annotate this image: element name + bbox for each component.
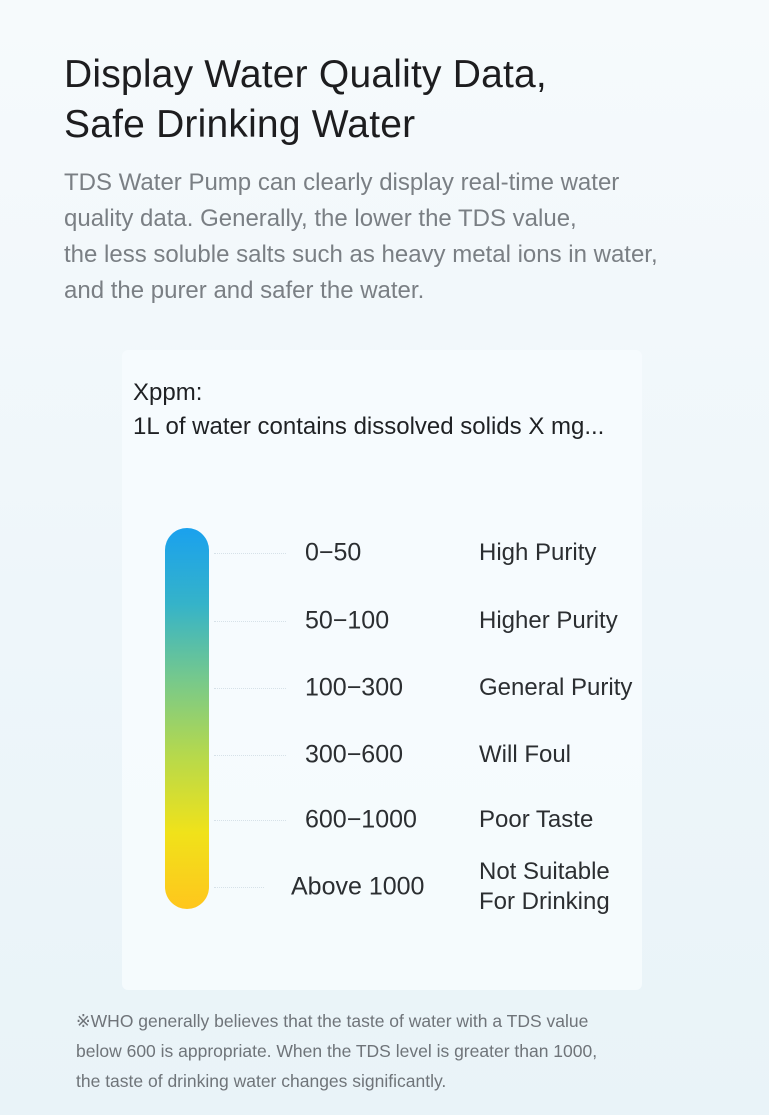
description-line-1: TDS Water Pump can clearly display real-time water <box>64 169 620 196</box>
purity-label <box>479 673 632 703</box>
purity-label-line: Not Suitable <box>479 858 610 885</box>
tds-level-row <box>0 805 769 834</box>
description-line-4: and the purer and safer the water. <box>64 277 425 304</box>
unit-explanation: 1L of water contains dissolved solids X mg... <box>133 413 605 440</box>
page-title <box>64 50 547 150</box>
leader-line <box>214 755 286 756</box>
footnote-line-3: the taste of drinking water changes significantly. <box>76 1071 447 1091</box>
title-line-1: Display Water Quality Data, <box>64 53 547 96</box>
description <box>64 165 744 309</box>
tds-level-row <box>0 740 769 769</box>
purity-label <box>479 857 610 917</box>
tds-range: Above 1000 <box>291 872 425 901</box>
purity-label-line: High Purity <box>479 539 597 566</box>
title-line-2: Safe Drinking Water <box>64 103 416 146</box>
tds-level-row <box>0 606 769 635</box>
description-line-2: quality data. Generally, the lower the TDS value, <box>64 205 577 232</box>
tds-gradient-bar <box>165 528 209 909</box>
purity-label-line: For Drinking <box>479 888 610 915</box>
purity-label-line: Will Foul <box>479 741 572 768</box>
unit-definition <box>133 376 604 444</box>
tds-range: 100−300 <box>305 673 404 702</box>
purity-label <box>479 805 593 835</box>
leader-line <box>214 820 286 821</box>
leader-line <box>214 688 286 689</box>
purity-label <box>479 606 618 636</box>
purity-label <box>479 740 571 770</box>
purity-label <box>479 538 596 568</box>
tds-range: 0−50 <box>305 538 362 567</box>
description-line-3: the less soluble salts such as heavy metal ions in water, <box>64 241 658 268</box>
tds-level-row <box>0 538 769 567</box>
tds-level-row <box>0 858 769 915</box>
tds-level-row <box>0 673 769 702</box>
leader-line <box>214 621 286 622</box>
leader-line <box>214 553 286 554</box>
tds-range: 300−600 <box>305 740 404 769</box>
tds-range: 50−100 <box>305 606 390 635</box>
purity-label-line: General Purity <box>479 674 633 701</box>
footnote-line-1: ※WHO generally believes that the taste of water with a TDS value <box>76 1011 589 1031</box>
unit-name: Xppm: <box>133 379 203 406</box>
tds-range: 600−1000 <box>305 805 417 834</box>
purity-label-line: Higher Purity <box>479 607 618 634</box>
leader-line <box>214 887 264 888</box>
footnote-line-2: below 600 is appropriate. When the TDS level is greater than 1000, <box>76 1041 598 1061</box>
who-footnote <box>76 1006 716 1096</box>
purity-label-line: Poor Taste <box>479 806 594 833</box>
